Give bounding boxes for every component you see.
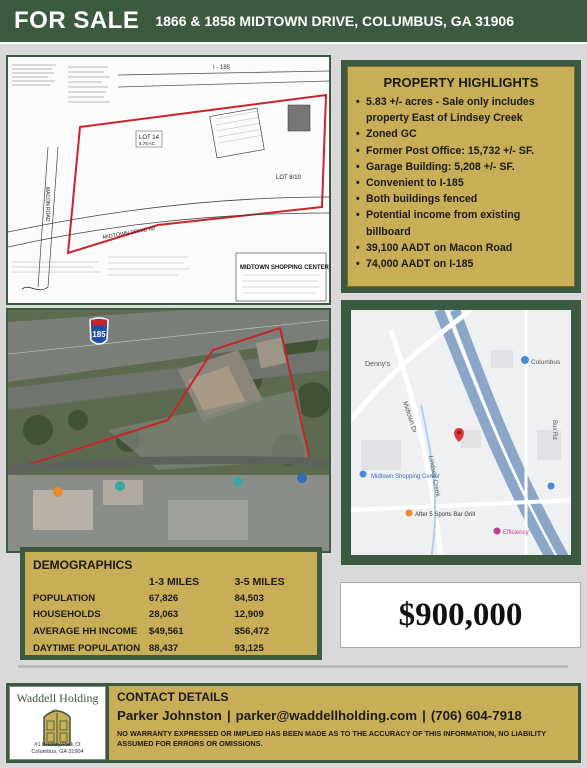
survey-road-label: MIDTOWN DRIVE 60' <box>102 225 157 241</box>
list-item: • Both buildings fenced <box>356 191 566 207</box>
poi-icon <box>548 483 555 490</box>
table-row <box>33 590 309 607</box>
list-item: • Potential income from existing billboard <box>356 207 566 239</box>
list-item: • 39,100 AADT on Macon Road <box>356 240 566 256</box>
survey-lot14-area: 5.75 AC <box>139 141 156 146</box>
aerial-image <box>8 310 329 551</box>
row-value-1-3: $49,561 <box>148 625 184 637</box>
header-banner <box>0 0 587 44</box>
property-address: 1866 & 1858 MIDTOWN DRIVE, COLUMBUS, GA 31906 <box>155 13 515 29</box>
separator: | <box>226 708 231 723</box>
logo-company-name: Waddell Holding <box>16 691 99 705</box>
row-label: HOUSEHOLDS <box>33 609 101 621</box>
row-value-3-5: 84,503 <box>234 592 264 604</box>
section-divider <box>18 665 568 668</box>
interstate-185-shield-icon <box>90 318 108 344</box>
table-header-row <box>33 576 309 590</box>
contact-name: Parker Johnston <box>117 708 222 723</box>
demographics-panel <box>20 547 322 660</box>
survey-highway-label: I - 185 <box>213 65 231 71</box>
list-item: • Garage Building: 5,208 +/- SF. <box>356 159 566 175</box>
row-label: DAYTIME POPULATION <box>33 642 141 654</box>
survey-lot14-label: LOT 14 <box>139 135 159 141</box>
map-label-after5: After 5 Sports Bar Grill <box>415 512 476 518</box>
list-item: • Convenient to I-185 <box>356 175 566 191</box>
contact-line <box>117 708 570 723</box>
map-label-midtown-shopping: Midtown Shopping Center <box>371 474 441 480</box>
location-map <box>351 310 571 555</box>
list-item: • Former Post Office: 15,732 +/- SF. <box>356 143 566 159</box>
poi-icon <box>494 528 501 535</box>
column-header-label <box>33 576 149 590</box>
disclaimer-text: NO WARRANTY EXPRESSED OR IMPLIED HAS BEEN MADE AS TO THE ACCURACY OF THIS INFORMATION, NO LIABILITY ASSUMED FOR ERRORS OR OMISSIONS. <box>117 729 546 748</box>
company-logo <box>9 686 106 760</box>
sale-price: $900,000 <box>398 596 523 633</box>
row-label: AVERAGE HH INCOME <box>33 625 138 637</box>
row-value-3-5: 12,909 <box>234 609 264 621</box>
poi-icon <box>521 356 529 364</box>
map-label-efficiency: Efficiency <box>503 530 529 536</box>
location-map-panel <box>341 300 581 565</box>
map-label-midtown-dr: Midtown Dr <box>401 400 418 434</box>
survey-lot10-label: LOT 8/10 <box>276 175 301 181</box>
property-highlights-box <box>347 66 575 287</box>
row-value-1-3: 28,063 <box>148 609 179 621</box>
shopping-icon <box>360 471 367 478</box>
logo-address <box>10 742 105 756</box>
list-item: • Zoned GC <box>356 126 566 142</box>
list-item: • 74,000 AADT on I-185 <box>356 256 566 272</box>
shield-number: 185 <box>92 330 106 339</box>
table-row <box>33 607 309 624</box>
table-row <box>33 640 309 657</box>
row-value-1-3: 67,826 <box>148 592 179 604</box>
map-graphic <box>351 310 571 555</box>
for-sale-title: FOR SALE <box>14 7 140 34</box>
column-header-3-5-miles: 3-5 MILES <box>234 576 285 588</box>
survey-plat-image <box>6 55 331 305</box>
survey-drawing <box>8 57 329 303</box>
demographics-table <box>33 576 309 656</box>
contact-footer <box>6 683 581 763</box>
restaurant-icon <box>406 510 413 517</box>
survey-title-block: MIDTOWN SHOPPING CENTER <box>240 265 329 271</box>
list-item: • 5.83 +/- acres - Sale only includes property East of Lindsey Creek <box>356 94 566 126</box>
demographics-box <box>25 552 317 655</box>
aerial-photo <box>6 308 331 553</box>
map-label-columbus: Columbus <box>531 359 561 366</box>
column-header-1-3-miles: 1-3 MILES <box>148 576 200 588</box>
table-row <box>33 623 309 640</box>
row-label: POPULATION <box>33 592 96 604</box>
highlights-title: PROPERTY HIGHLIGHTS <box>383 75 539 90</box>
map-label-dennys: Denny's <box>365 361 391 368</box>
map-label-lindsey-creek: Lindsey Creek <box>427 455 442 498</box>
highlights-list <box>356 94 566 272</box>
logo-address-line1: #1 Bradley Park Ct <box>34 742 81 748</box>
property-highlights-panel <box>341 60 581 293</box>
survey-macon-label: MACON ROAD <box>44 187 50 222</box>
row-value-3-5: 93,125 <box>234 642 264 654</box>
contact-details-box <box>109 686 578 760</box>
contact-phone-link[interactable]: (706) 604-7918 <box>430 708 522 723</box>
demographics-title: DEMOGRAPHICS <box>33 558 133 572</box>
price-box <box>340 582 581 648</box>
logo-address-line2: Columbus, GA 31904 <box>31 749 84 755</box>
contact-title: CONTACT DETAILS <box>117 690 229 704</box>
contact-email-link[interactable]: parker@waddellholding.com <box>235 708 418 723</box>
row-value-1-3: 88,437 <box>148 642 179 654</box>
row-value-3-5: $56,472 <box>234 625 270 637</box>
separator: | <box>422 708 426 723</box>
map-label-bus-rd: Bus Rd <box>551 420 557 440</box>
